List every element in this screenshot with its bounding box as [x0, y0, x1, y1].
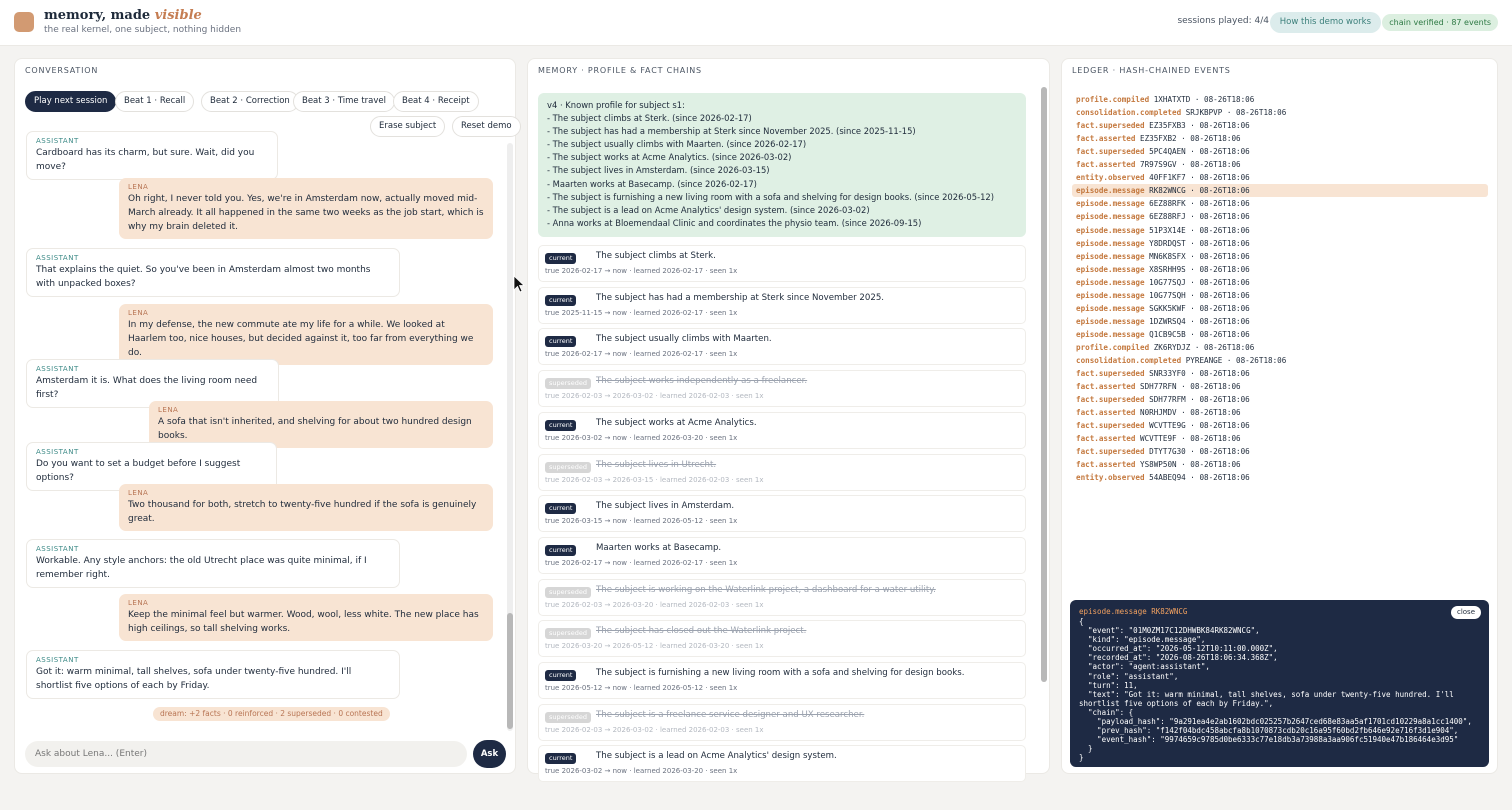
- event-id: WCVTTE9G · 08-26T18:06: [1149, 421, 1250, 431]
- event-id: SNR33YF0 · 08-26T18:06: [1149, 369, 1250, 379]
- message-text: Amsterdam it is. What does the living room need first?: [36, 376, 258, 400]
- event-kind: episode.message: [1076, 303, 1145, 313]
- user-message: [119, 304, 493, 365]
- ledger-event-row[interactable]: [1072, 328, 1488, 341]
- message-text: Keep the minimal feel but warmer. Wood, wool, less white. The new place has high ceilings, so tall shelving works.: [128, 610, 479, 634]
- fact-meta: true 2026-02-03 → 2026-03-20 · learned 2026-02-03 · seen 1x: [545, 600, 764, 609]
- event-json-line: "occurred_at": "2026-05-12T10:11:00.000Z",: [1079, 644, 1278, 654]
- user-message: [149, 401, 493, 448]
- fact-meta: true 2026-03-02 → now · learned 2026-03-20 · seen 1x: [545, 767, 738, 776]
- event-id: 6EZ88RFJ · 08-26T18:06: [1149, 212, 1250, 222]
- event-id: PYREANGE · 08-26T18:06: [1185, 356, 1287, 365]
- ledger-event-row[interactable]: [1072, 158, 1488, 171]
- event-id: Y8DRDQST · 08-26T18:06: [1149, 238, 1250, 248]
- assistant-message: [26, 650, 400, 699]
- event-json-line: "prev_hash": "f142f04bdc458abcfa8b1070873cdb20c16a95f60bd2fb646e92e716f3d1e904",: [1079, 726, 1459, 736]
- event-kind: episode.message: [1076, 238, 1145, 248]
- message-text: That explains the quiet. So you've been in Amsterdam almost two months with unpacked boxes?: [36, 265, 371, 289]
- event-json-line: "actor": "agent:assistant",: [1079, 662, 1210, 672]
- ledger-panel: [1061, 58, 1498, 774]
- event-kind: episode.message: [1076, 329, 1145, 339]
- event-json-line: "chain": {: [1079, 707, 1134, 717]
- profile-line: v4 · Known profile for subject s1:: [547, 100, 685, 110]
- event-json-line: "payload_hash": "9a291ea4e2ab1602bdc025257b2647ced68e83aa5af1701cd10229a8a1cc1400",: [1079, 717, 1472, 727]
- event-id: MN6K8SFX · 08-26T18:06: [1149, 251, 1250, 261]
- event-json-line: "kind": "episode.message",: [1079, 635, 1206, 645]
- event-id: 7R97S9GV · 08-26T18:06: [1140, 160, 1241, 170]
- event-id: X8SRHH9S · 08-26T18:06: [1149, 264, 1250, 274]
- event-json-line: }: [1079, 753, 1084, 763]
- fact-row[interactable]: [538, 370, 1026, 407]
- ledger-title: LEDGER · HASH-CHAINED EVENTS: [1072, 66, 1231, 75]
- ledger-event-row[interactable]: [1072, 106, 1488, 119]
- logo-icon: [14, 12, 34, 32]
- fact-text: The subject lives in Utrecht.: [596, 459, 717, 470]
- event-kind: profile.compiled: [1076, 95, 1150, 104]
- ledger-event-row[interactable]: [1072, 93, 1488, 106]
- fact-row[interactable]: [538, 745, 1026, 782]
- fact-text: The subject climbs at Sterk.: [596, 251, 716, 261]
- event-kind: profile.compiled: [1076, 342, 1150, 352]
- ledger-event-row[interactable]: [1072, 197, 1488, 210]
- memory-panel: [527, 58, 1050, 774]
- profile-line: - The subject is furnishing a new living room with a sofa and shelving for design books. (since 2026-05-12): [547, 191, 995, 202]
- event-kind: entity.observed: [1076, 473, 1145, 483]
- event-json-line: "role": "assistant",: [1079, 671, 1179, 681]
- beat-4-receipt-button[interactable]: Beat 4 · Receipt: [393, 91, 479, 112]
- event-id: 1XHATXTD · 08-26T18:06: [1153, 95, 1255, 104]
- chat-transcript: [15, 137, 509, 731]
- event-id: 1DZWRSQ4 · 08-26T18:06: [1149, 316, 1250, 326]
- app-header: [0, 0, 1512, 46]
- fact-meta: true 2026-02-03 → 2026-03-15 · learned 2026-02-03 · seen 1x: [545, 475, 764, 484]
- app-subtitle: the real kernel, one subject, nothing hidden: [44, 25, 242, 35]
- message-role: LENA: [128, 183, 149, 191]
- fact-status-badge: current: [545, 253, 576, 264]
- event-kind: episode.message: [1076, 186, 1145, 196]
- message-role: ASSISTANT: [36, 545, 79, 553]
- assistant-message: [26, 248, 400, 297]
- event-id: 40FF1KF7 · 08-26T18:06: [1149, 173, 1250, 183]
- ledger-event-row[interactable]: [1072, 250, 1488, 263]
- event-kind: episode.message: [1076, 199, 1145, 209]
- fact-status-badge: superseded: [545, 462, 591, 473]
- reset-demo-button[interactable]: Reset demo: [452, 116, 521, 137]
- event-kind: episode.message: [1076, 316, 1145, 326]
- conversation-title: CONVERSATION: [25, 66, 99, 75]
- ledger-event-row[interactable]: [1072, 445, 1488, 458]
- fact-row[interactable]: [538, 704, 1026, 741]
- message-text: Do you want to set a budget before I suggest options?: [36, 459, 241, 483]
- fact-row[interactable]: [538, 662, 1026, 699]
- ledger-event-row[interactable]: [1072, 119, 1488, 132]
- user-message: [119, 178, 493, 239]
- profile-line: - The subject has had a membership at Sterk since November 2025. (since 2025-11-15): [547, 126, 916, 137]
- event-json-line: "text": "Got it: warm minimal, tall shelves, sofa under twenty-five hundred. I'll: [1079, 689, 1454, 699]
- event-kind: fact.superseded: [1076, 147, 1145, 157]
- event-kind: entity.observed: [1076, 173, 1145, 183]
- fact-meta: true 2026-02-17 → now · learned 2026-02-17 · seen 1x: [545, 350, 738, 359]
- event-kind: episode.message: [1076, 225, 1145, 235]
- ask-button[interactable]: Ask: [473, 740, 506, 768]
- fact-meta: true 2026-03-15 → now · learned 2026-05-12 · seen 1x: [545, 517, 738, 526]
- ledger-event-row[interactable]: [1072, 367, 1488, 380]
- event-kind: consolidation.completed: [1076, 356, 1182, 365]
- erase-subject-button[interactable]: Erase subject: [370, 116, 445, 137]
- ledger-event-row[interactable]: [1072, 210, 1488, 223]
- profile-line: - Anna works at Bloemendaal Clinic and coordinates the physio team. (since 2026-09-15): [547, 217, 922, 228]
- ledger-event-row[interactable]: [1072, 184, 1488, 197]
- chat-scrollbar[interactable]: [507, 143, 513, 731]
- event-json-line: }: [1079, 744, 1093, 754]
- fact-status-badge: superseded: [545, 628, 591, 639]
- fact-row[interactable]: [538, 412, 1026, 449]
- fact-meta: true 2026-02-17 → now · learned 2026-02-17 · seen 1x: [545, 267, 738, 275]
- event-id: DTYT7G30 · 08-26T18:06: [1149, 447, 1250, 457]
- message-text: Cardboard has its charm, but sure. Wait, did you move?: [36, 148, 255, 172]
- event-kind: episode.message: [1076, 264, 1145, 274]
- ask-input[interactable]: [25, 741, 467, 767]
- message-role: ASSISTANT: [36, 448, 79, 456]
- ledger-event-row[interactable]: [1072, 393, 1488, 406]
- event-id: N0RHJMDV · 08-26T18:06: [1140, 408, 1241, 418]
- how-demo-works-button[interactable]: How this demo works: [1270, 12, 1381, 33]
- profile-line: - Maarten works at Basecamp. (since 2026-02-17): [547, 178, 757, 189]
- message-role: ASSISTANT: [36, 656, 79, 664]
- chat-scrollbar-thumb[interactable]: [507, 613, 513, 729]
- event-kind: fact.superseded: [1076, 121, 1145, 131]
- event-json-line: {: [1079, 617, 1084, 626]
- fact-status-badge: current: [545, 545, 576, 556]
- memory-scrollbar[interactable]: [1041, 87, 1047, 682]
- event-id: WCVTTE9F · 08-26T18:06: [1140, 434, 1241, 444]
- fact-row[interactable]: [538, 245, 1026, 282]
- user-message: [119, 594, 493, 641]
- profile-summary: [538, 93, 1026, 237]
- fact-status-badge: superseded: [545, 587, 591, 598]
- event-kind: fact.asserted: [1076, 382, 1136, 392]
- fact-status-badge: current: [545, 295, 576, 306]
- beat-1-recall-button[interactable]: Beat 1 · Recall: [115, 91, 194, 112]
- event-kind: fact.asserted: [1076, 460, 1136, 470]
- fact-meta: true 2026-02-03 → 2026-03-02 · learned 2026-02-03 · seen 1x: [545, 392, 764, 401]
- fact-text: The subject has closed out the Waterlink project.: [596, 626, 807, 637]
- event-id: 54ABEQ94 · 08-26T18:06: [1149, 473, 1250, 483]
- event-kind: fact.superseded: [1076, 369, 1145, 379]
- memory-scrollbar-thumb[interactable]: [1041, 87, 1047, 682]
- event-kind: fact.asserted: [1076, 408, 1136, 418]
- event-kind: fact.superseded: [1076, 447, 1145, 457]
- message-role: ASSISTANT: [36, 137, 79, 145]
- ledger-event-row[interactable]: [1072, 432, 1488, 445]
- event-json-line: "turn": 11,: [1079, 680, 1138, 690]
- event-json: [1079, 617, 1480, 763]
- dream-status-badge: dream: +2 facts · 0 reinforced · 2 superseded · 0 contested: [153, 707, 390, 721]
- assistant-message: [26, 539, 400, 588]
- message-role: ASSISTANT: [36, 365, 79, 373]
- fact-meta: true 2026-03-20 → 2026-05-12 · learned 2026-03-20 · seen 1x: [545, 642, 764, 651]
- fact-text: The subject has had a membership at Sterk since November 2025.: [596, 292, 885, 303]
- app-title-accent: visible: [154, 8, 202, 23]
- chain-verified-badge: chain verified · 87 events: [1382, 14, 1498, 31]
- event-detail-panel: [1070, 600, 1489, 767]
- fact-status-badge: superseded: [545, 712, 591, 723]
- fact-row[interactable]: [538, 328, 1026, 365]
- fact-row[interactable]: [538, 620, 1026, 657]
- ledger-event-row[interactable]: [1072, 171, 1488, 184]
- event-json-line: "event": "01M0ZM17C12DHWBK84RK82WNCG",: [1079, 626, 1260, 636]
- event-id: Q1CB9C5B · 08-26T18:06: [1149, 329, 1250, 339]
- fact-status-badge: current: [545, 420, 576, 431]
- ledger-event-row[interactable]: [1072, 354, 1488, 367]
- profile-line: - The subject is a lead on Acme Analytics' design system. (since 2026-03-02): [547, 204, 870, 215]
- fact-status-badge: superseded: [545, 378, 591, 389]
- ledger-event-row[interactable]: [1072, 132, 1488, 145]
- event-json-line: "recorded_at": "2026-08-26T18:06:34.368Z",: [1079, 653, 1278, 663]
- fact-text: Maarten works at Basecamp.: [596, 542, 722, 553]
- close-detail-button[interactable]: close: [1451, 606, 1481, 619]
- profile-line: - The subject usually climbs with Maarten. (since 2026-02-17): [547, 139, 807, 150]
- event-id: YS8WP50N · 08-26T18:06: [1140, 460, 1241, 470]
- ledger-event-row[interactable]: [1072, 315, 1488, 328]
- fact-row[interactable]: [538, 537, 1026, 574]
- event-id: 5PC4QAEN · 08-26T18:06: [1149, 147, 1250, 157]
- fact-text: The subject lives in Amsterdam.: [596, 501, 735, 512]
- event-id: 10G77SQH · 08-26T18:06: [1149, 290, 1250, 300]
- event-id: 51P3X14E · 08-26T18:06: [1149, 225, 1250, 235]
- ledger-event-row[interactable]: [1072, 224, 1488, 237]
- message-text: Workable. Any style anchors: the old Utrecht place was quite minimal, if I remember right.: [36, 556, 367, 580]
- message-role: LENA: [128, 489, 149, 497]
- profile-line: - The subject works at Acme Analytics. (since 2026-03-02): [547, 152, 792, 163]
- beat-2-correction-button[interactable]: Beat 2 · Correction: [201, 91, 299, 112]
- event-kind: episode.message: [1076, 251, 1145, 261]
- fact-text: The subject works at Acme Analytics.: [596, 417, 757, 428]
- message-role: ASSISTANT: [36, 254, 79, 262]
- ledger-event-row[interactable]: [1072, 145, 1488, 158]
- play-next-session-button[interactable]: Play next session: [25, 91, 116, 112]
- message-text: A sofa that isn't inherited, and shelving for about two hundred design books.: [158, 417, 472, 441]
- fact-meta: true 2026-02-17 → now · learned 2026-02-17 · seen 1x: [545, 558, 738, 567]
- event-id: SRJKBPVP · 08-26T18:06: [1185, 108, 1287, 118]
- ledger-event-row[interactable]: [1072, 380, 1488, 393]
- event-json-line: shortlist five options of each by Friday.",: [1079, 698, 1274, 708]
- ledger-event-row[interactable]: [1072, 237, 1488, 250]
- fact-status-badge: current: [545, 670, 576, 681]
- event-id: 6EZ88RFK · 08-26T18:06: [1149, 199, 1250, 209]
- event-kind: episode.message: [1076, 290, 1145, 300]
- app-title: memory, made visible: [44, 8, 202, 23]
- fact-text: The subject is working on the Waterlink project, a dashboard for a water utility.: [596, 584, 936, 595]
- ledger-event-row[interactable]: [1072, 471, 1488, 484]
- fact-status-badge: current: [545, 503, 576, 514]
- event-detail-title: episode.message RK82WNCG: [1079, 607, 1188, 616]
- event-kind: episode.message: [1076, 212, 1145, 222]
- event-kind: episode.message: [1076, 277, 1145, 287]
- conversation-panel: [14, 58, 516, 774]
- fact-text: The subject is a freelance service designer and UX researcher.: [596, 709, 865, 720]
- event-kind: fact.superseded: [1076, 395, 1145, 405]
- ledger-event-row[interactable]: [1072, 458, 1488, 471]
- ledger-event-row[interactable]: [1072, 302, 1488, 315]
- event-kind: consolidation.completed: [1076, 108, 1182, 118]
- event-id: SGKK5KWF · 08-26T18:06: [1149, 303, 1250, 313]
- message-role: LENA: [128, 599, 149, 607]
- message-role: LENA: [158, 406, 179, 414]
- event-id: EZ35FXB2 · 08-26T18:06: [1140, 134, 1241, 144]
- ledger-event-row[interactable]: [1072, 289, 1488, 302]
- fact-text: The subject is a lead on Acme Analytics' design system.: [596, 751, 837, 762]
- event-kind: fact.asserted: [1076, 434, 1136, 444]
- event-id: 10G77SQJ · 08-26T18:06: [1149, 277, 1250, 287]
- fact-meta: true 2025-11-15 → now · learned 2026-02-17 · seen 1x: [545, 308, 738, 317]
- sessions-played: sessions played: 4/4: [1177, 16, 1269, 26]
- fact-text: The subject usually climbs with Maarten.: [596, 334, 772, 345]
- beat-3-time-travel-button[interactable]: Beat 3 · Time travel: [293, 91, 395, 112]
- event-kind: fact.superseded: [1076, 421, 1145, 431]
- event-id: SDH77RFM · 08-26T18:06: [1149, 395, 1250, 405]
- profile-line: - The subject lives in Amsterdam. (since 2026-03-15): [547, 165, 770, 176]
- fact-status-badge: current: [545, 753, 576, 764]
- fact-meta: true 2026-02-03 → 2026-03-02 · learned 2026-02-03 · seen 1x: [545, 725, 764, 734]
- assistant-message: [26, 131, 278, 180]
- fact-row[interactable]: [538, 454, 1026, 491]
- message-text: Two thousand for both, stretch to twenty-five hundred if the sofa is genuinely great.: [128, 500, 477, 524]
- event-kind: fact.asserted: [1076, 160, 1136, 170]
- ledger-event-row[interactable]: [1072, 276, 1488, 289]
- fact-text: The subject works independently as a freelancer.: [596, 376, 808, 387]
- ledger-event-row[interactable]: [1072, 341, 1488, 354]
- message-role: LENA: [128, 309, 149, 317]
- fact-row[interactable]: [538, 495, 1026, 532]
- fact-text: The subject is furnishing a new living room with a sofa and shelving for design books.: [596, 668, 965, 678]
- message-text: Oh right, I never told you. Yes, we're in Amsterdam now, actually moved mid-March already. It all happened in the same two weeks as the job start, which is why my brain deleted it.: [128, 194, 484, 232]
- fact-row[interactable]: [538, 579, 1026, 616]
- event-id: EZ35FXB3 · 08-26T18:06: [1149, 121, 1250, 131]
- ledger-event-row[interactable]: [1072, 419, 1488, 432]
- ledger-event-row[interactable]: [1072, 263, 1488, 276]
- fact-status-badge: current: [545, 336, 576, 347]
- message-text: In my defense, the new commute ate my life for a while. We looked at Haarlem too, nice houses, but decided against it, too far from everything we do.: [128, 320, 474, 358]
- ledger-event-row[interactable]: [1072, 406, 1488, 419]
- message-text: Got it: warm minimal, tall shelves, sofa under twenty-five hundred. I'll shortlist five options of each by Friday.: [36, 667, 352, 691]
- fact-meta: true 2026-03-02 → now · learned 2026-03-20 · seen 1x: [545, 433, 738, 442]
- event-kind: fact.asserted: [1076, 134, 1136, 144]
- user-message: [119, 484, 493, 531]
- event-id: SDH77RFN · 08-26T18:06: [1140, 382, 1241, 392]
- fact-meta: true 2026-05-12 → now · learned 2026-05-12 · seen 1x: [545, 684, 738, 692]
- event-json-line: "event_hash": "9974659c9785d0be6333c77e18db3a73988a3aa906fc51940e47b186464e3d95": [1079, 735, 1459, 745]
- fact-row[interactable]: [538, 287, 1026, 324]
- mouse-cursor-icon: [513, 275, 525, 293]
- event-id: RK82WNCG · 08-26T18:06: [1149, 186, 1250, 196]
- memory-title: MEMORY · PROFILE & FACT CHAINS: [538, 66, 702, 75]
- profile-line: - The subject climbs at Sterk. (since 2026-02-17): [547, 113, 752, 124]
- event-id: ZK6RYDJZ · 08-26T18:06: [1153, 342, 1255, 352]
